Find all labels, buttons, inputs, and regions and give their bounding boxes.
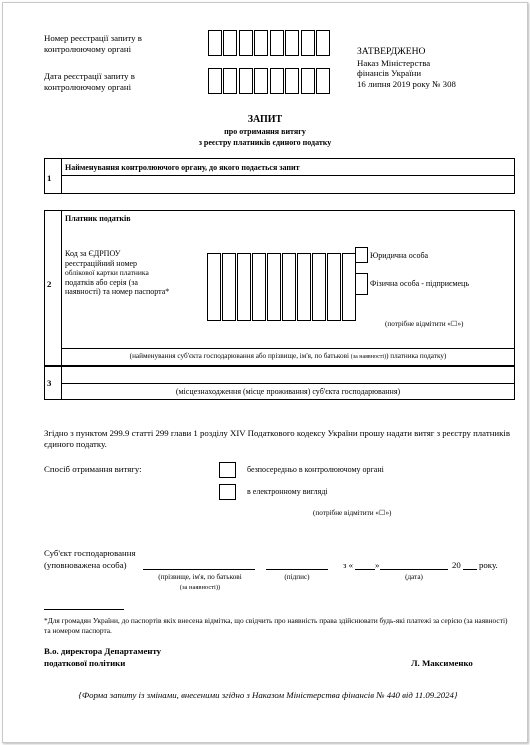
reg-date-label: Дата реєстрації запиту в контролюючому органі (44, 71, 135, 92)
approval-line: Наказ Міністерства (357, 57, 431, 68)
name-line[interactable] (143, 569, 255, 570)
section-number: 3 (47, 378, 52, 388)
section-number: 2 (47, 279, 52, 289)
approval-line: 16 липня 2019 року № 308 (357, 78, 456, 89)
approval-stamp (357, 47, 517, 89)
date-prefix: з « (343, 560, 354, 570)
mark-note: (потрібне відмітити «☐») (313, 509, 392, 517)
subject-label-2: (уповноважена особа) (44, 560, 127, 570)
date-month-line[interactable] (380, 569, 448, 570)
individual-label: Фізична особа - підприємець (370, 279, 469, 288)
legal-entity-label: Юридична особа (370, 251, 429, 260)
section-2-label: Платник податків (65, 214, 131, 223)
approval-line: ЗАТВЕРДЖЕНО (357, 46, 426, 57)
option-electronic-checkbox[interactable] (219, 484, 236, 500)
tax-office-name-field[interactable] (62, 176, 514, 193)
caption-part: (за наявності) (350, 354, 387, 360)
caption-part: (найменування суб'єкта господарювання або прізвище, ім'я, по батькові (129, 352, 349, 360)
date-caption: (дата) (405, 573, 423, 581)
form-subtitle: про отримання витягу (224, 127, 306, 136)
position-title: В.о. директора Департаменту (44, 646, 162, 656)
name-caption-2: (за наявності)) (179, 584, 221, 591)
date-day-line[interactable] (355, 569, 375, 570)
tax-code-label (65, 249, 207, 297)
tax-code-label-line: реєстраційний номер (65, 258, 138, 268)
signature-line[interactable] (266, 569, 328, 570)
form-title: ЗАПИТ (247, 114, 283, 125)
sign-caption: (підпис) (284, 573, 310, 581)
date-suffix: року. (479, 560, 498, 570)
subject-label: Суб'єкт господарювання (44, 548, 136, 558)
tax-code-label-line: податків або серія (за (65, 277, 138, 287)
payer-name-caption (62, 352, 514, 362)
date-quote: » (375, 560, 380, 570)
section-number: 1 (47, 173, 52, 183)
amendment-note: {Форма запиту із змінами, внесеними згідно з Наказом Міністерства фінансів № 440 від 11.09.2024} (78, 690, 458, 700)
individual-checkbox[interactable] (355, 273, 368, 295)
tax-code-label-line: Код за ЄДРПОУ (65, 249, 121, 258)
footnote-divider (44, 609, 124, 610)
option-electronic-label: в електронному вигляді (247, 487, 328, 496)
reg-number-label: Номер реєстрації запиту в контролюючому органі (44, 33, 142, 54)
option-in-office-label: безпосередньо в контролюючому органі (247, 465, 384, 474)
name-caption: (прізвище, ім'я, по батькові (158, 573, 242, 581)
caption-part: ) платника податку) (386, 352, 447, 360)
position-title-2: податкової політики (44, 658, 126, 668)
date-year: 20 (452, 560, 461, 570)
request-paragraph: Згідно з пунктом 299.9 статті 299 глави 1 розділу XIV Податкового кодексу України прошу надати витяг з реєстру платників єдиного податку. (44, 428, 510, 449)
mark-note: (потрібне відмітити «☐») (385, 320, 464, 328)
address-caption: (місцезнаходження (місце проживання) суб'єкта господарювання) (175, 387, 401, 396)
method-label: Спосіб отримання витягу: (44, 464, 142, 474)
address-field[interactable] (62, 367, 514, 383)
form-subtitle: з реєстру платників єдиного податку (198, 138, 332, 147)
section-1-label: Найменування контролюючого органу, до якого подається запит (65, 163, 300, 172)
signer-name: Л. Максименко (411, 658, 473, 668)
tax-code-label-line: наявності) та номер паспорта* (65, 287, 170, 296)
legal-entity-checkbox[interactable] (355, 247, 368, 263)
tax-code-label-line: облікової картки платника (65, 268, 149, 277)
date-year-line[interactable] (463, 569, 477, 570)
document-page (2, 2, 528, 743)
footnote: *Для громадян України, до паспортів якіх внесена відмітка, що свідчить про наявність права здійснювати будь-які платежі за серією (за наявності) та номером паспорта. (44, 616, 508, 635)
approval-line: фінансів України (357, 68, 422, 78)
option-in-office-checkbox[interactable] (219, 462, 236, 478)
